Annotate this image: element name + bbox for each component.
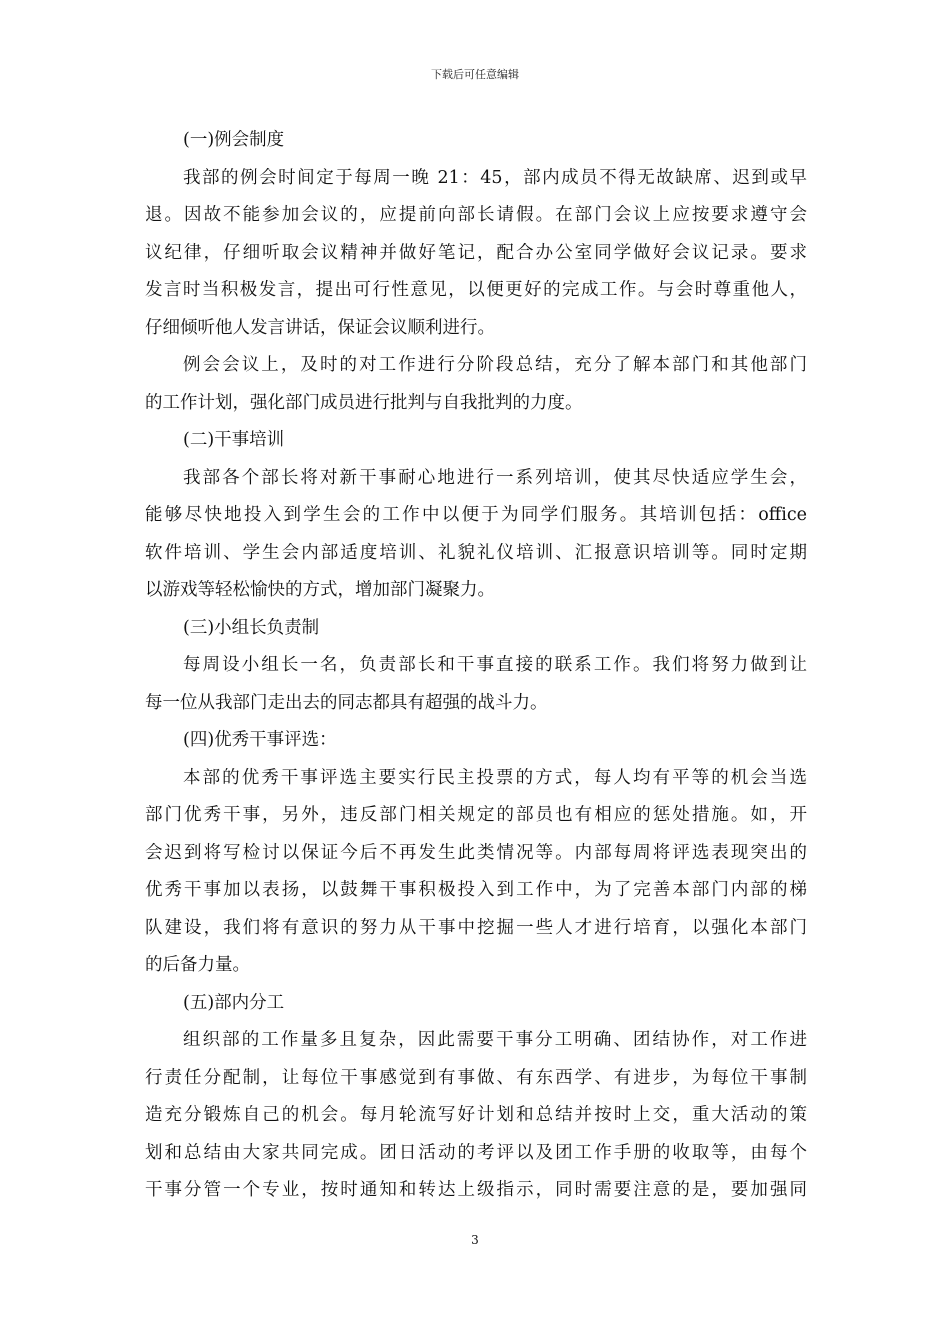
text-line: (四)优秀干事评选： [183,730,337,750]
text-line: 组织部的工作量多且复杂，因此需要干事分工明确、团结协作，对工作进 [183,1030,807,1050]
text-line: (二)干事培训 [183,430,285,450]
text-line: 仔细倾听他人发言讲话，保证会议顺利进行。 [145,317,495,338]
text-line: (五)部内分工 [183,992,285,1013]
page-number: 3 [471,1233,479,1247]
text-line: 以游戏等轻松愉快的方式，增加部门凝聚力。 [145,580,495,600]
text-line: 我部的例会时间定于每周一晚 21：45，部内成员不得无故缺席、迟到或早 [183,167,807,188]
text-line: 例会会议上，及时的对工作进行分阶段总结，充分了解本部门和其他部门 [183,355,807,375]
text-line: 议纪律，仔细听取会议精神并做好笔记，配合办公室同学做好会议记录。要求 [145,242,807,263]
text-line: (一)例会制度 [183,130,285,150]
text-line: 能够尽快地投入到学生会的工作中以便于为同学们服务。其培训包括：office [145,505,807,525]
text-line: 优秀干事加以表扬，以鼓舞干事积极投入到工作中，为了完善本部门内部的梯 [145,880,807,900]
text-line: 软件培训、学生会内部适度培训、礼貌礼仪培训、汇报意识培训等。同时定期 [145,542,807,563]
text-line: 每一位从我部门走出去的同志都具有超强的战斗力。 [145,692,548,713]
text-line: 每周设小组长一名，负责部长和干事直接的联系工作。我们将努力做到让 [183,655,807,675]
text-line: 我部各个部长将对新干事耐心地进行一系列培训，使其尽快适应学生会， [183,467,807,488]
text-line: 退。因故不能参加会议的，应提前向部长请假。在部门会议上应按要求遵守会 [145,205,807,225]
text-line: 部门优秀干事，另外，违反部门相关规定的部员也有相应的惩处措施。如，开 [145,805,807,825]
text-line: 发言时当积极发言，提出可行性意见，以便更好的完成工作。与会时尊重他人， [145,280,807,300]
text-line: 本部的优秀干事评选主要实行民主投票的方式，每人均有平等的机会当选 [183,767,807,788]
text-line: 的后备力量。 [145,955,250,975]
text-line: 划和总结由大家共同完成。团日活动的考评以及团工作手册的收取等，由每个 [145,1142,807,1163]
document-body [145,122,807,1210]
text-line: 造充分锻炼自己的机会。每月轮流写好计划和总结并按时上交，重大活动的策 [145,1105,807,1125]
text-line: (三)小组长负责制 [183,617,320,638]
page-header: 下载后可任意编辑 [431,68,519,81]
text-line: 干事分管一个专业，按时通知和转达上级指示，同时需要注意的是，要加强同 [145,1180,807,1200]
text-line: 的工作计划，强化部门成员进行批判与自我批判的力度。 [145,392,583,413]
text-line: 会迟到将写检讨以保证今后不再发生此类情况等。内部每周将评选表现突出的 [145,842,807,863]
text-line: 行责任分配制，让每位干事感觉到有事做、有东西学、有进步，为每位干事制 [145,1067,807,1088]
text-line: 队建设，我们将有意识的努力从干事中挖掘一些人才进行培育，以强化本部门 [145,917,807,938]
